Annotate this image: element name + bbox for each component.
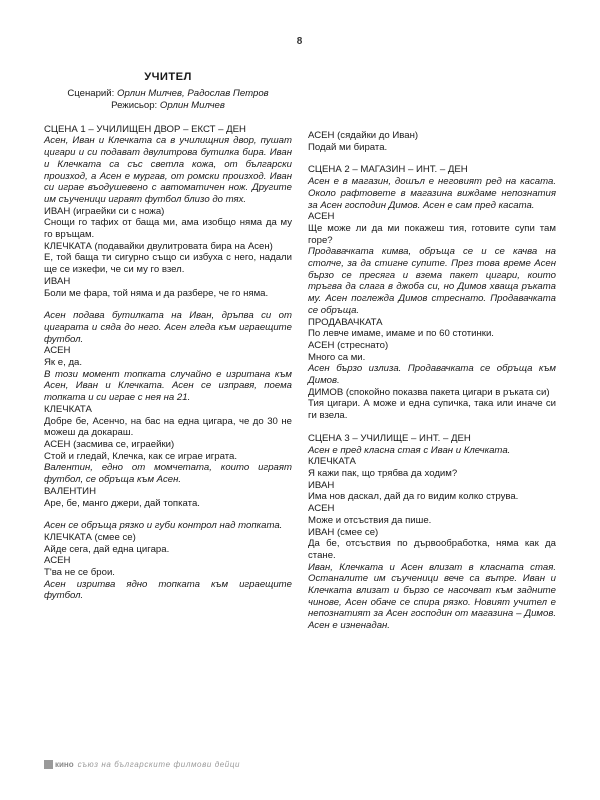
director-names: Орлин Милчев bbox=[159, 99, 225, 111]
screenplay-credit bbox=[44, 88, 292, 100]
script-paragraph: ИВАН (смее се) bbox=[308, 526, 379, 538]
script-paragraph: Да бе, отсъствия по дървообработка, няма как да стане. bbox=[308, 538, 556, 561]
script-paragraph: ПРОДАВАЧКАТА bbox=[308, 316, 383, 328]
footer-brand: кино bbox=[55, 760, 74, 769]
script-paragraph: Я кажи пак, що трябва да ходим? bbox=[308, 467, 458, 479]
script-paragraph: КЛЕЧКАТА (подавайки двулитровата бира на Асен) bbox=[44, 240, 273, 252]
script-paragraph: Асен, Иван и Клечката са в училищния двор, пушат цигари и си подават двулитрова бутилка бира. Иван и Клечката са със светла кожа, от български произход, а Асен е мургав, от ромски произход. Иван си играе въодушевено с автоматичен нож. Другите им съученици играят футбол близо до тях. bbox=[44, 135, 292, 205]
document-title: УЧИТЕЛ bbox=[144, 71, 192, 83]
script-paragraph: Айде сега, дай една цигара. bbox=[44, 543, 170, 555]
right-column bbox=[308, 130, 556, 632]
director-credit bbox=[44, 100, 292, 112]
script-paragraph: СЦЕНА 1 – УЧИЛИЩЕН ДВОР – ЕКСТ – ДЕН bbox=[44, 123, 246, 135]
script-paragraph: Ще може ли да ми покажеш тия, готовите супи там горе? bbox=[308, 222, 556, 246]
script-paragraph: КЛЕЧКАТА (смее се) bbox=[44, 531, 136, 543]
script-paragraph: Много са ми. bbox=[308, 351, 366, 363]
script-paragraph: Тия цигари. А може и една супичка, така или иначе си ги взела. bbox=[308, 398, 556, 422]
script-paragraph: АСЕН bbox=[308, 211, 335, 223]
script-paragraph: СЦЕНА 3 – УЧИЛИЩЕ – ИНТ. – ДЕН bbox=[308, 432, 471, 444]
screenplay-label: Сценарий: bbox=[67, 87, 115, 99]
script-paragraph: Т'ва не се брои. bbox=[44, 567, 115, 579]
magazine-logo-icon bbox=[44, 760, 53, 769]
script-paragraph: ВАЛЕНТИН bbox=[44, 485, 96, 497]
script-paragraph: КЛЕЧКАТА bbox=[44, 403, 92, 415]
left-column bbox=[44, 72, 292, 602]
script-paragraph: Аре, бе, манго джери, дай топката. bbox=[44, 497, 200, 509]
script-paragraph: Асен изритва ядно топката към играещите футбол. bbox=[44, 578, 292, 602]
script-paragraph: Подай ми бирата. bbox=[308, 141, 388, 153]
script-paragraph: АСЕН bbox=[44, 345, 71, 357]
footer-tagline: съюз на българските филмови дейци bbox=[77, 760, 241, 769]
script-paragraph: Добре бе, Асенчо, на бас на една цигара, че до 30 не можеш да докараш. bbox=[44, 415, 292, 439]
script-paragraph: Иван, Клечката и Асен влизат в класната стая. Останалите им съученици вече са вътре. Иван и Клечката влизат и бързо се насочват към задните чинове, Асен обаче се спира рязко. Новият учител е непознатият за Асен господин от магазина – Димов. Асен е изненадан. bbox=[308, 561, 556, 632]
script-paragraph: Асен подава бутилката на Иван, дръпва си от цигарата и сяда до него. Асен гледа към играещите футбол. bbox=[44, 310, 292, 345]
script-paragraph: Асен е пред класна стая с Иван и Клечката. bbox=[308, 444, 511, 456]
script-paragraph: Стой и гледай, Клечка, как се играе играта. bbox=[44, 450, 238, 462]
script-paragraph: Продавачката кимва, обръща се и се качва на столче, за да стигне супите. През това време Асен бързо се пресяга и взема пакет цигари, които тръгва да слага в джоба си, но Димов хваща ръката му. Асен поглежда Димов стреснато. Продавачката се обръща. bbox=[308, 246, 556, 316]
title-block bbox=[44, 72, 292, 112]
script-paragraph: Има нов даскал, дай да го видим колко струва. bbox=[308, 491, 519, 503]
right-column-body bbox=[308, 130, 556, 632]
script-paragraph: СЦЕНА 2 – МАГАЗИН – ИНТ. – ДЕН bbox=[308, 164, 468, 176]
script-paragraph: ИВАН bbox=[308, 479, 335, 491]
script-paragraph: Валентин, едно от момчетата, които играят футбол, се обръща към Асен. bbox=[44, 462, 292, 486]
script-paragraph: ИВАН (играейки си с ножа) bbox=[44, 205, 165, 217]
script-paragraph: По левче имаме, имаме и по 60 стотинки. bbox=[308, 328, 494, 340]
script-paragraph: АСЕН (засмива се, играейки) bbox=[44, 438, 175, 450]
script-paragraph: Асен бързо излиза. Продавачката се обръща към Димов. bbox=[308, 363, 556, 387]
script-paragraph: Як е, да. bbox=[44, 357, 83, 369]
left-column-body bbox=[44, 124, 292, 602]
screenplay-names: Орлин Милчев, Радослав Петров bbox=[117, 87, 269, 99]
footer bbox=[44, 760, 240, 769]
director-label: Режисьор: bbox=[111, 99, 158, 111]
script-paragraph: АСЕН (сядайки до Иван) bbox=[308, 130, 419, 141]
script-paragraph: ИВАН bbox=[44, 275, 71, 287]
script-paragraph: ДИМОВ (спокойно показва пакета цигари в ръката си) bbox=[308, 386, 550, 398]
script-paragraph: АСЕН (стреснато) bbox=[308, 339, 389, 351]
script-paragraph: Асен се обръща рязко и губи контрол над топката. bbox=[44, 520, 283, 532]
script-paragraph: АСЕН bbox=[44, 555, 71, 567]
script-paragraph: Боли ме фара, той няма и да разбере, че го няма. bbox=[44, 287, 269, 299]
script-paragraph: Снощи го тафих от баща ми, ама изобщо няма да му го връщам. bbox=[44, 217, 292, 241]
script-paragraph: КЛЕЧКАТА bbox=[308, 456, 356, 468]
script-paragraph: Е, той баща ти сигурно също си избуха с него, надали ще се изкефи, че си му го взел. bbox=[44, 252, 292, 276]
script-paragraph: В този момент топката случайно е изритана към Асен, Иван и Клечката. Асен се изправя, поема топката и си играе с нея на 21. bbox=[44, 368, 292, 404]
script-paragraph: Може и отсъствия да пише. bbox=[308, 514, 432, 526]
page-number: 8 bbox=[296, 36, 304, 47]
script-paragraph: Асен е в магазин, дошъл е неговият ред на касата. Около рафтовете в магазина виждаме непознатия за Асен господин Димов. Асен е сам пред касата. bbox=[308, 176, 556, 211]
script-paragraph: АСЕН bbox=[308, 503, 335, 515]
